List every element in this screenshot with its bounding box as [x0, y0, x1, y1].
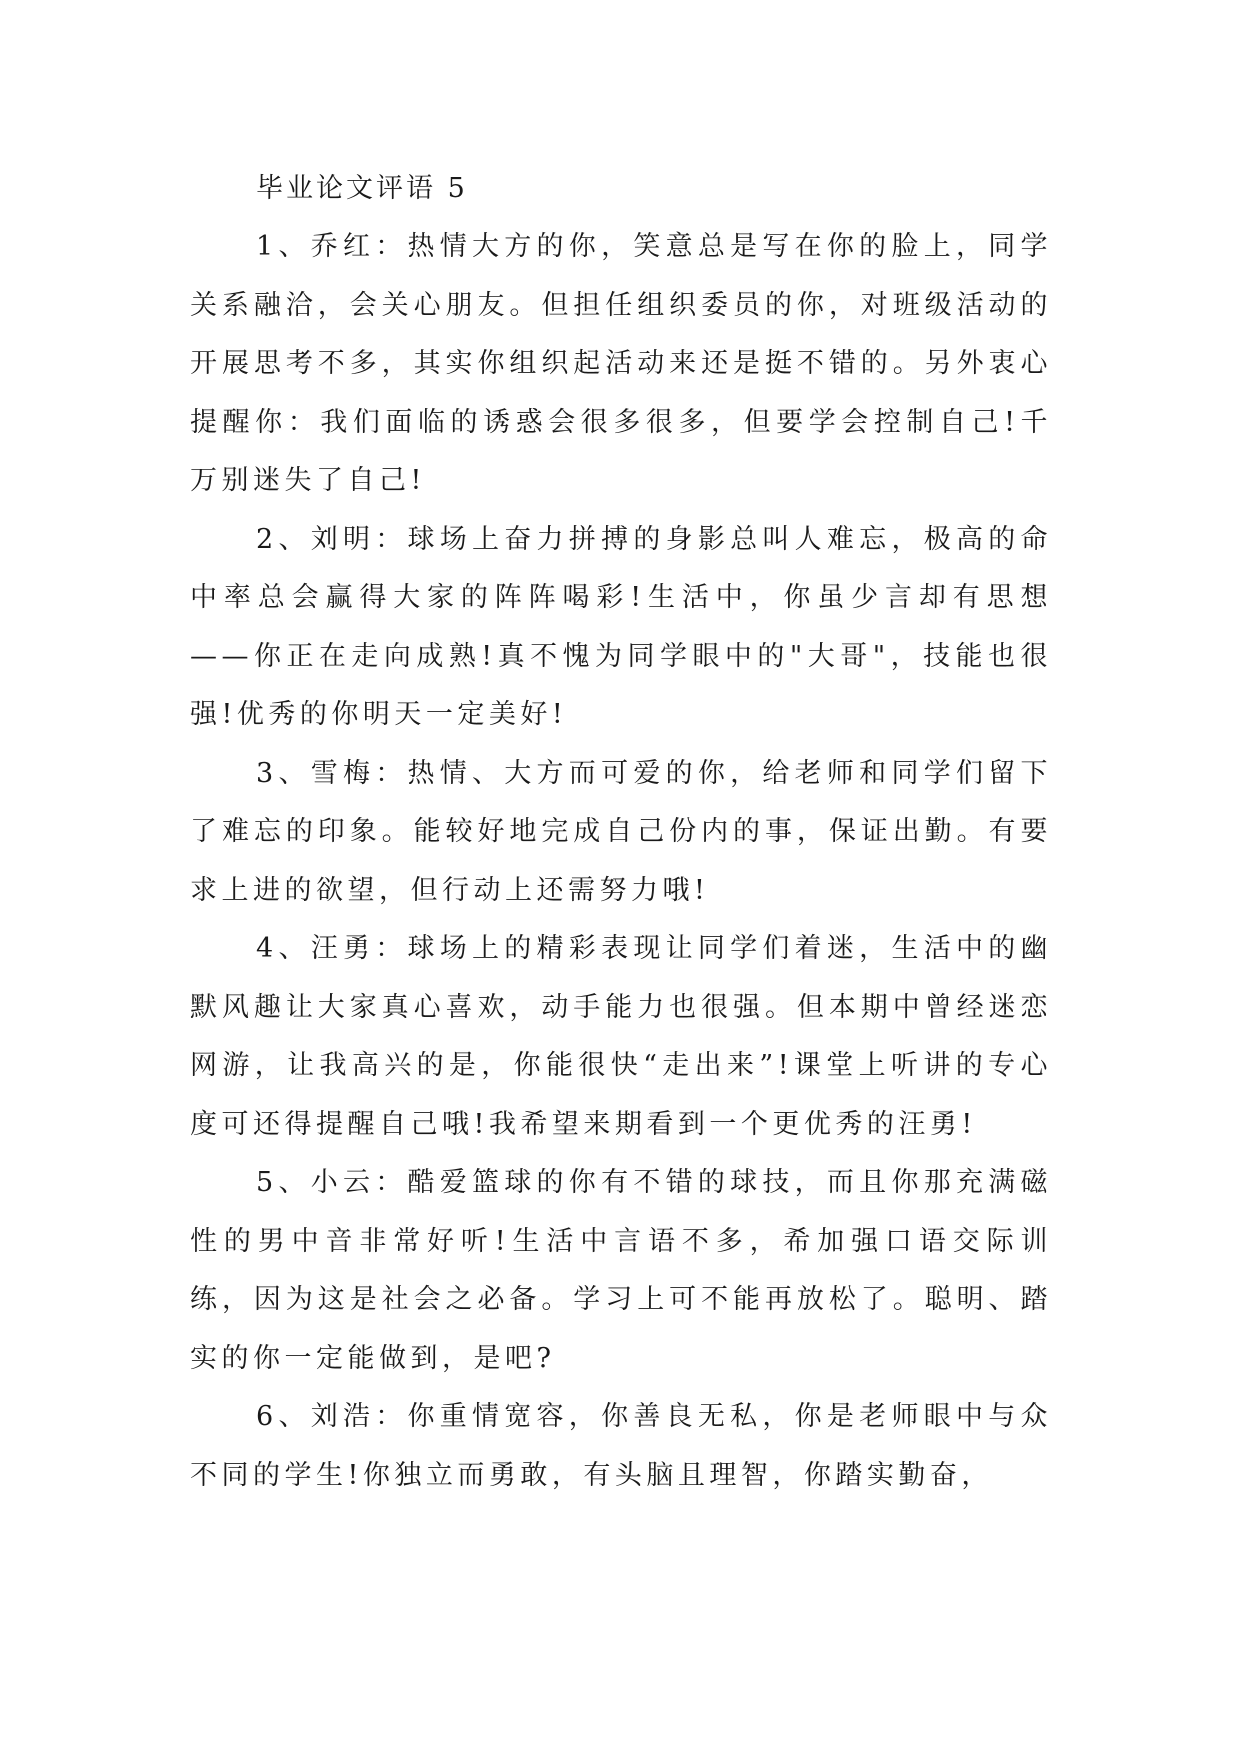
- comment-entry-5: 5、小云：酷爱篮球的你有不错的球技，而且你那充满磁性的男中音非常好听!生活中言语不多，希加强口语交际训练，因为这是社会之必备。学习上可不能再放松了。聪明、踏实的你一定能做到，是吧?: [190, 1167, 1052, 1374]
- comment-entry-2: 2、刘明：球场上奋力拼搏的身影总叫人难忘，极高的命中率总会赢得大家的阵阵喝彩!生活中，你虽少言却有思想——你正在走向成熟!真不愧为同学眼中的"大哥"，技能也很强!优秀的你明天一定美好!: [190, 523, 1052, 730]
- comment-entry-3: 3、雪梅：热情、大方而可爱的你，给老师和同学们留下了难忘的印象。能较好地完成自己份内的事，保证出勤。有要求上进的欲望，但行动上还需努力哦!: [190, 757, 1052, 906]
- document-title: 毕业论文评语 5: [256, 173, 468, 204]
- document-page: [190, 160, 1052, 1505]
- comment-entry-1: 1、乔红：热情大方的你，笑意总是写在你的脸上，同学关系融洽，会关心朋友。但担任组织委员的你，对班级活动的开展思考不多，其实你组织起活动来还是挺不错的。另外衷心提醒你：我们面临的诱惑会很多很多，但要学会控制自己!千万别迷失了自己!: [190, 231, 1052, 496]
- comment-entry-6: 6、刘浩：你重情宽容，你善良无私，你是老师眼中与众不同的学生!你独立而勇敢，有头脑且理智，你踏实勤奋，: [190, 1401, 1052, 1491]
- comment-entry-4: 4、汪勇：球场上的精彩表现让同学们着迷，生活中的幽默风趣让大家真心喜欢，动手能力也很强。但本期中曾经迷恋网游，让我高兴的是，你能很快“走出来”!课堂上听讲的专心度可还得提醒自己哦!我希望来期看到一个更优秀的汪勇!: [190, 933, 1052, 1140]
